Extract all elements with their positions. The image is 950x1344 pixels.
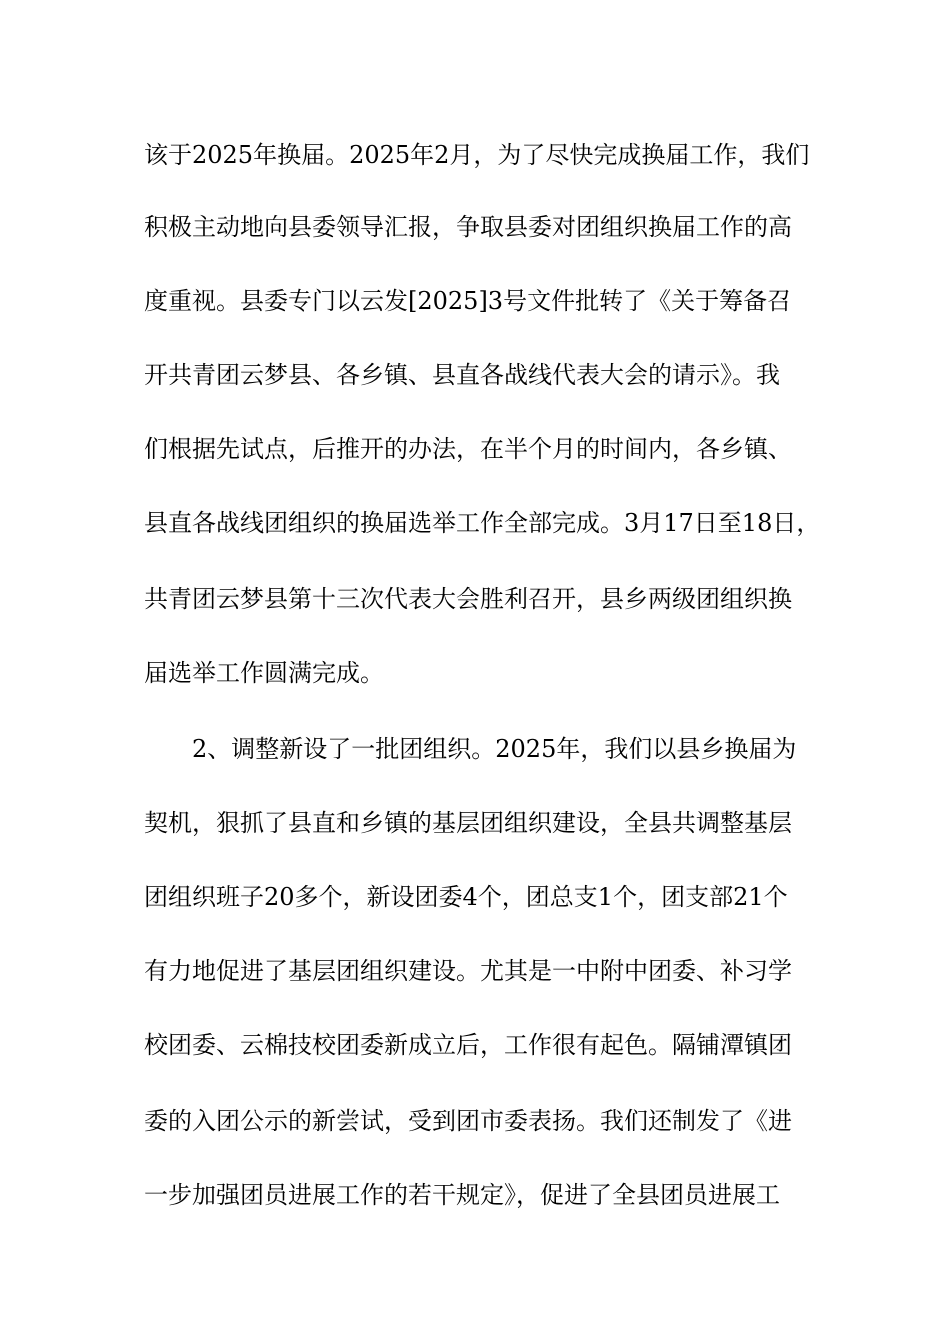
text-line-13: 校团委、云棉技校团委新成立后，工作很有起色。隔铺潭镇团	[144, 1031, 792, 1059]
text-line-4: 开共青团云梦县、各乡镇、县直各战线代表大会的请示》。我	[144, 361, 780, 389]
text-line-10: 契机，狠抓了县直和乡镇的基层团组织建设，全县共调整基层	[144, 809, 792, 837]
text-line-2: 积极主动地向县委领导汇报，争取县委对团组织换届工作的高	[144, 213, 792, 241]
text-line-12: 有力地促进了基层团组织建设。尤其是一中附中团委、补习学	[144, 957, 792, 985]
text-line-6: 县直各战线团组织的换届选举工作全部完成。3月17日至18日，	[144, 509, 821, 537]
text-line-5: 们根据先试点，后推开的办法，在半个月的时间内，各乡镇、	[144, 435, 792, 463]
text-line-3: 度重视。县委专门以云发[2025]3号文件批转了《关于筹备召	[144, 287, 792, 315]
text-line-9: 2、调整新设了一批团组织。2025年，我们以县乡换届为	[192, 735, 797, 763]
text-line-8: 届选举工作圆满完成。	[144, 659, 384, 687]
text-line-11: 团组织班子20多个，新设团委4个，团总支1个，团支部21个	[144, 883, 788, 911]
text-line-14: 委的入团公示的新尝试，受到团市委表扬。我们还制发了《进	[144, 1107, 792, 1135]
text-line-15: 一步加强团员进展工作的若干规定》，促进了全县团员进展工	[144, 1181, 780, 1209]
text-line-7: 共青团云梦县第十三次代表大会胜利召开，县乡两级团组织换	[144, 585, 792, 613]
text-line-1: 该于2025年换届。2025年2月，为了尽快完成换届工作，我们	[144, 141, 810, 169]
